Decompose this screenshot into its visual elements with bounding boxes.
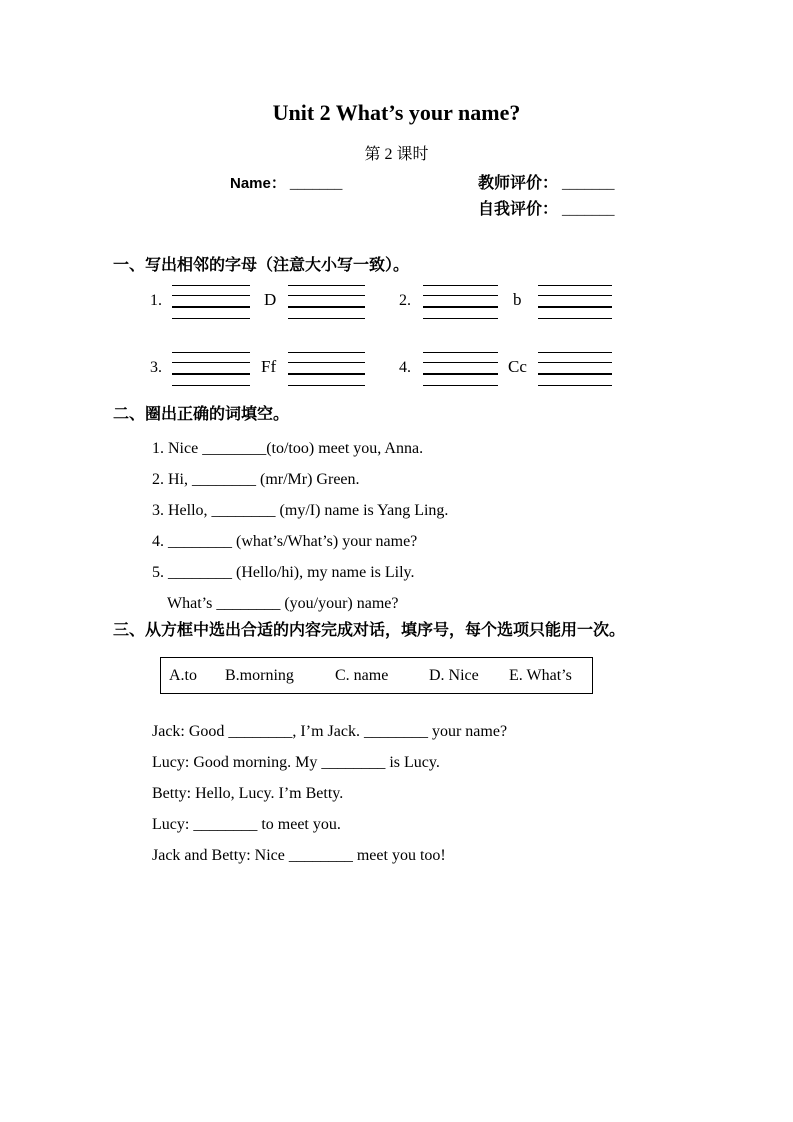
dialogue-line: Lucy: ________ to meet you. bbox=[152, 816, 341, 833]
item4-letter: Cc bbox=[508, 357, 527, 376]
self-eval-row bbox=[478, 200, 615, 220]
fill-item: 5. ________ (Hello/hi), my name is Lily. bbox=[152, 564, 415, 581]
grid-line bbox=[288, 306, 365, 308]
dialogue-line: Lucy: Good morning. My ________ is Lucy. bbox=[152, 754, 440, 771]
self-eval-blank: _______ bbox=[562, 202, 615, 218]
teacher-eval-row bbox=[478, 174, 615, 194]
grid-line bbox=[172, 318, 250, 319]
item2-number: 2. bbox=[399, 292, 411, 309]
teacher-eval-label: 教师评价： bbox=[478, 175, 559, 192]
grid-line bbox=[423, 385, 498, 386]
grid-line bbox=[423, 318, 498, 319]
fill-item: 2. Hi, ________ (mr/Mr) Green. bbox=[152, 471, 360, 488]
dialogue-line: Jack and Betty: Nice ________ meet you too! bbox=[152, 847, 446, 864]
grid-line bbox=[538, 318, 612, 319]
writing-grid bbox=[172, 352, 250, 386]
section3-heading: 三、从方框中选出合适的内容完成对话，填序号，每个选项只能用一次。 bbox=[113, 622, 626, 639]
grid-line bbox=[172, 295, 250, 296]
grid-line bbox=[172, 306, 250, 308]
grid-line bbox=[288, 373, 365, 375]
grid-line bbox=[288, 318, 365, 319]
grid-line bbox=[538, 285, 612, 286]
name-label: Name： bbox=[230, 175, 286, 192]
fill-item: 1. Nice ________(to/too) meet you, Anna. bbox=[152, 440, 424, 457]
fill-item: 4. ________ (what’s/What’s) your name? bbox=[152, 533, 418, 550]
fill-item: 3. Hello, ________ (my/I) name is Yang Ling. bbox=[152, 502, 449, 519]
section1-heading: 一、写出相邻的字母（注意大小写一致）。 bbox=[113, 257, 410, 274]
writing-grid bbox=[423, 285, 498, 319]
writing-grid bbox=[538, 285, 612, 319]
grid-line bbox=[172, 352, 250, 353]
grid-line bbox=[288, 385, 365, 386]
option-b: B.morning bbox=[225, 667, 294, 684]
dialogue-line: Betty: Hello, Lucy. I’m Betty. bbox=[152, 785, 344, 802]
writing-grid bbox=[288, 352, 365, 386]
grid-line bbox=[423, 285, 498, 286]
grid-line bbox=[172, 385, 250, 386]
grid-line bbox=[538, 306, 612, 308]
grid-line bbox=[288, 285, 365, 286]
item4-number: 4. bbox=[399, 359, 411, 376]
lesson-subtitle: 第 2 课时 bbox=[364, 146, 429, 163]
grid-line bbox=[538, 385, 612, 386]
page-title: Unit 2 What’s your name? bbox=[272, 100, 521, 125]
option-a: A.to bbox=[169, 667, 197, 684]
option-d: D. Nice bbox=[429, 667, 479, 684]
name-blank: _______ bbox=[289, 176, 343, 192]
grid-line bbox=[288, 362, 365, 363]
grid-line bbox=[172, 362, 250, 363]
grid-line bbox=[288, 352, 365, 353]
item3-number: 3. bbox=[150, 359, 162, 376]
item1-number: 1. bbox=[150, 292, 162, 309]
self-eval-label: 自我评价： bbox=[478, 201, 559, 218]
section2-heading: 二、圈出正确的词填空。 bbox=[113, 406, 290, 423]
teacher-eval-blank: _______ bbox=[562, 176, 615, 192]
writing-grid bbox=[288, 285, 365, 319]
option-c: C. name bbox=[335, 667, 389, 684]
grid-line bbox=[423, 295, 498, 296]
grid-line bbox=[172, 285, 250, 286]
grid-line bbox=[538, 373, 612, 375]
grid-line bbox=[538, 352, 612, 353]
grid-line bbox=[538, 295, 612, 296]
grid-line bbox=[423, 352, 498, 353]
grid-line bbox=[423, 373, 498, 375]
writing-grid bbox=[172, 285, 250, 319]
options-box bbox=[160, 657, 593, 694]
name-row bbox=[230, 174, 342, 194]
option-e: E. What’s bbox=[509, 667, 572, 684]
grid-line bbox=[423, 362, 498, 363]
writing-grid bbox=[423, 352, 498, 386]
dialogue-line: Jack: Good ________, I’m Jack. ________ your name? bbox=[152, 723, 508, 740]
item3-letter: Ff bbox=[261, 357, 277, 376]
grid-line bbox=[172, 373, 250, 375]
grid-line bbox=[538, 362, 612, 363]
writing-grid bbox=[538, 352, 612, 386]
fill-item-continuation: What’s ________ (you/your) name? bbox=[167, 595, 399, 612]
grid-line bbox=[288, 295, 365, 296]
item1-letter: D bbox=[264, 290, 277, 309]
grid-line bbox=[423, 306, 498, 308]
item2-letter: b bbox=[513, 290, 522, 309]
